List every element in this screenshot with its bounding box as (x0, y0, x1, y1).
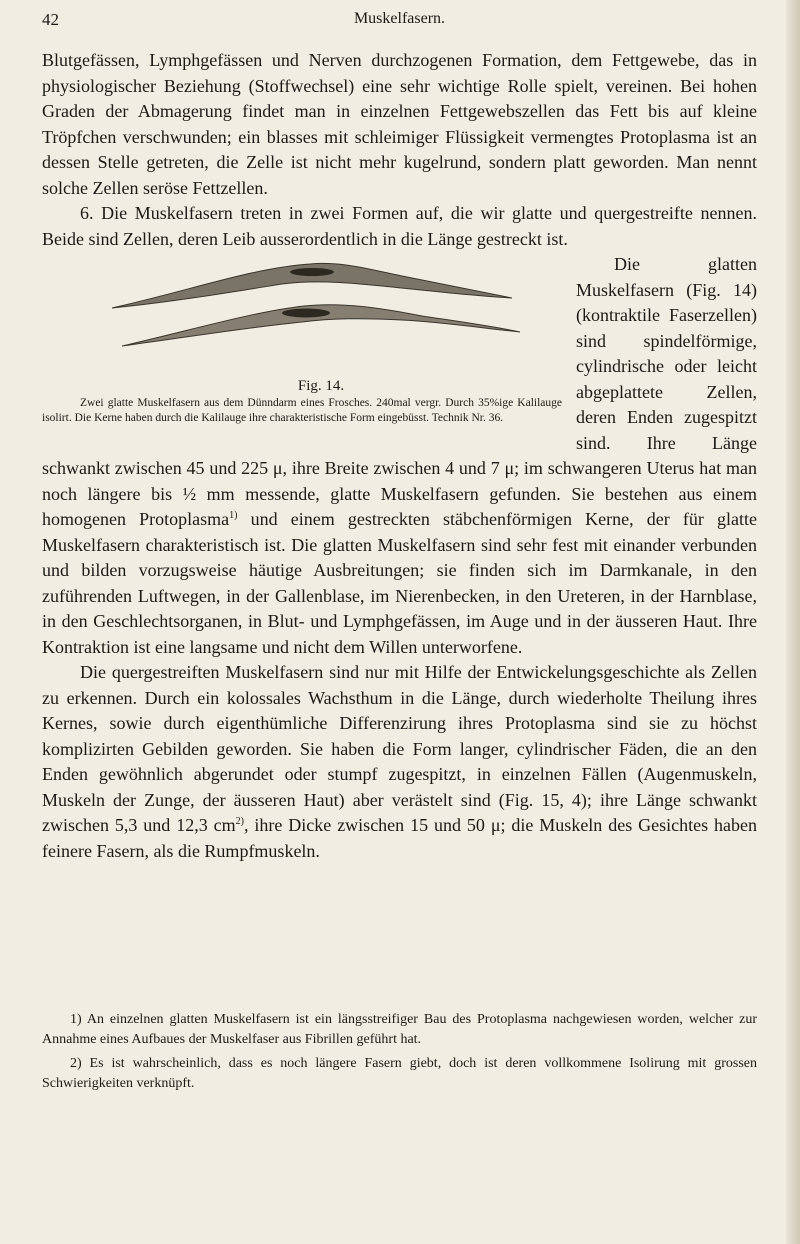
paragraph-muskelfasern-intro: 6. Die Muskelfasern treten in zwei Formen auf, die wir glatte und quergestreifte nennen. Beide sind Zellen, deren Leib ausserordentlich in die Länge gestreckt ist. (42, 203, 757, 249)
paragraph-fettgewebe: Blutgefässen, Lymphgefässen und Nerven durchzogenen Formation, dem Fettgewebe, das in physiologischer Beziehung (Stoffwechsel) eine sehr wichtige Rolle spielt, vereinen. Bei hohen Graden der Abmagerung findet man in einzelnen Fettgewebszellen das Fett bis auf kleine Tröpfchen verschwunden; ein blasses mit schleimiger Flüssigkeit vermengtes Protoplasma ist an dessen Stelle getreten, die Zelle ist nicht mehr kugelrund, sondern platt geworden. Man nennt solche Zellen seröse Fettzellen. (42, 50, 757, 198)
body-text (42, 48, 757, 864)
page-header (42, 10, 757, 32)
paragraph-quergestreifte-muskelfasern (42, 660, 757, 864)
nucleus-upper (290, 268, 334, 276)
quergestreifte-text-end: , ihre Dicke zwischen 15 und 50 μ; die Muskeln des Gesichtes haben feinere Fasern, als die Rumpfmuskeln. (42, 815, 758, 861)
footnote-ref-2: 2) (235, 816, 244, 827)
paragraph-glatte-muskelfasern (42, 252, 757, 660)
smooth-muscle-fibers-illustration (42, 256, 562, 374)
footnotes (42, 1010, 757, 1098)
nucleus-lower (282, 309, 330, 318)
page-number: 42 (42, 10, 59, 29)
page-edge-shadow (786, 0, 800, 1244)
figure-14 (42, 256, 562, 452)
quergestreifte-text-start: Die quergestreiften Muskelfasern sind nur mit Hilfe der Entwickelungsgeschichte als Zellen zu erkennen. Durch ein kolossales Wachsthum in die Länge, durch wiederholte Theilung ihres Kernes, sowie durch eigenthümliche Differenzirung ihres Protoplasma sind sie zu höchst komplizirten Gebilden geworden. Sie haben die Form langer, cylindrischer Fäden, die an den Enden gewöhnlich abgerundet oder stumpf zugespitzt, in einzelnen Fällen (Augenmuskeln, Muskeln der Zunge, der äusseren Haut) aber verästelt sind (Fig. 15, 4); ihre Länge schwankt zwischen 5,3 und 12,3 cm (42, 662, 757, 835)
running-title: Muskelfasern. (353, 10, 446, 27)
glatte-text-end: und einem gestreckten stäbchenförmigen Kerne, der für glatte Muskelfasern charakteristisch ist. Die glatten Muskelfasern sind sehr fest mit einander verbunden und bilden vorzugsweise häutige Ausbreitungen; sie finden sich im Darmkanale, in den zuführenden Luftwegen, in der Gallenblase, im Nierenbecken, in den Ureteren, in der Harnblase, in den Geschlechtsorganen, in Blut- und Lymphgefässen, im Auge und in der äusseren Haut. Ihre Kontraktion ist eine langsame und nicht dem Willen unterworfene. (42, 509, 757, 657)
footnote-ref-1: 1) (229, 510, 238, 521)
footnote-2: 2) Es ist wahrscheinlich, dass es noch längere Fasern giebt, doch ist deren vollkommene Isolirung mit grossen Schwierigkeiten verknüpft. (42, 1056, 757, 1091)
footnote-1: 1) An einzelnen glatten Muskelfasern ist ein längsstreifiger Bau des Protoplasma nachgewiesen worden, welcher zur Annahme eines Aufbaues der Muskelfaser aus Fibrillen geführt hat. (42, 1012, 757, 1047)
figure-caption: Zwei glatte Muskelfasern aus dem Dünndarm eines Frosches. 240mal vergr. Durch 35%ige Kalilauge isolirt. Die Kerne haben durch die Kalilauge ihre charakteristische Form eingebüsst. Technik Nr. 36. (42, 397, 562, 424)
glatte-text-start: Die glatten Muskelfasern (Fig. 14) (kontraktile Faserzellen) sind spindelförmige, cylindrische oder leicht abgeplattete Zellen, deren Enden zugespitzt sind. Ihre Länge schwankt zwischen 45 und 225 μ, ihre Breite zwischen 4 und 7 μ; im schwangeren Uterus hat man noch längere bis ½ mm messende, glatte Muskelfasern gefunden. Sie bestehen aus einem homogenen Protoplasma (42, 254, 757, 529)
figure-label: Fig. 14. (297, 378, 345, 394)
